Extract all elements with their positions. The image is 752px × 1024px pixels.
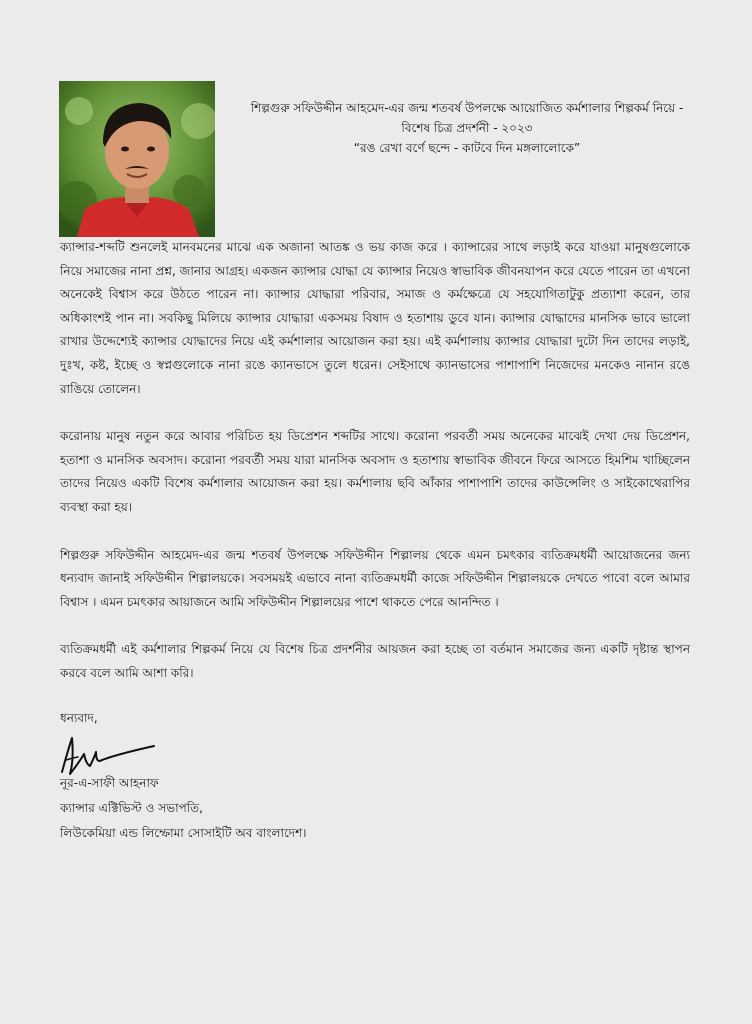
header-line-1: শিল্পগুরু সফিউদ্দীন আহমেদ-এর জন্ম শতবর্ষ উপলক্ষে আয়োজিত কর্মশালার শিল্পকর্ম নিয়ে - [250,101,684,115]
paragraph-3: শিল্পগুরু সফিউদ্দীন আহমেদ-এর জন্ম শতবর্ষ উপলক্ষে সফিউদ্দীন শিল্পালয় থেকে এমন চমৎকার ব্যতিক্রমধর্মী আয়োজনের জন্য ধন্যবাদ জানাই সফিউদ্দীন শিল্পালয়কে। সবসময়ই এভাবে নানা ব্যতিক্রমধর্মী কাজে সফিউদ্দীন শিল্পালয়কে দেখতে পাবো বলে আমার বিশ্বাস । এমন চমৎকার আয়াজনে আমি সফিউদ্দীন শিল্পালয়ের পাশে থাকতে পেরে আনন্দিত । [60,547,690,609]
paragraph-4: ব্যতিক্রমধর্মী এই কর্মশালার শিল্পকর্ম নিয়ে যে বিশেষ চিত্র প্রদর্শনীর আয়জন করা হচ্ছে তা বর্তমান সমাজের জন্য একটি দৃষ্টান্ত স্থাপন করবে বলে আমি আশা করি। [60,642,690,680]
signer-block [60,771,306,846]
paragraph-1: ক্যান্সার-শব্দটি শুনলেই মানবমনের মাঝে এক অজানা আতঙ্ক ও ভয় কাজ করে । ক্যান্সারের সাথে লড়াই করে যাওয়া মানুষগুলোকে নিয়ে সমাজের নানা প্রশ্ন, জানার আগ্রহ। একজন ক্যান্সার যোদ্ধা যে ক্যান্সার নিয়েও স্বাভাবিক জীবনযাপন করে যেতে পারেন তা এখনো অনেকেই বিশ্বাস করে উঠতে পারেন না। ক্যান্সার যোদ্ধারা পরিবার, সমাজ ও কর্মক্ষেত্রে যে সহযোগিতাটুকু প্রত্যাশা করেন, তার অধিকাংশই পান না। সবকিছু মিলিয়ে ক্যান্সার যোদ্ধারা একসময় বিষাদ ও হতাশায় ডুবে যান। ক্যান্সার যোদ্ধাদের মানসিক ভাবে ভালো রাখার উদ্দেশ্যেই ক্যান্সার যোদ্ধাদের নিয়ে এই কর্মশালার আয়োজন করা হয়। এই কর্মশালায় ক্যান্সার যোদ্ধারা দুটো দিন তাদের লড়াই, দুঃখ, কষ্ট, ইচ্ছে ও স্বপ্নগুলোকে নানা রঙে ক্যানভাসে তুলে ধরেন। সেইসাথে ক্যানভাসের পাশাপাশি নিজেদের মনকেও নানান রঙে রাঙিয়ে তোলেন। [60,240,690,396]
paragraph-2: করোনায় মানুষ নতুন করে আবার পরিচিত হয় ডিপ্রেশন শব্দটির সাথে। করোনা পরবর্তী সময় অনেকের মাঝেই দেখা দেয় ডিপ্রেশন, হতাশা ও মানসিক অবসাদ। করোনা পরবর্তী সময় যারা মানসিক অবসাদ ও হতাশায় স্বাভাবিক জীবনে ফিরে আসতে হিমশিম খাচ্ছিলেন তাদের নিয়েও একটি বিশেষ কর্মশালার আয়োজন করা হয়। কর্মশালায় ছবি আঁকার পাশাপাশি তাদের কাউন্সেলিং ও সাইকোথেরাপির ব্যবস্থা করা হয়। [60,429,690,514]
signer-organization: লিউকেমিয়া এন্ড লিম্ফোমা সোসাইটি অব বাংলাদেশ। [60,826,307,840]
signer-title: ক্যান্সার এক্টিভিস্ট ও সভাপতি, [60,801,203,815]
portrait-photo [59,81,215,237]
closing-text: ধন্যবাদ, [60,711,98,725]
header-line-2: বিশেষ চিত্র প্রদর্শনী - ২০২৩ [401,121,533,135]
letter-body [60,236,690,710]
signer-name: নূর-এ-সাফী আহনাফ [60,776,159,790]
header-line-3: “রঙ রেখা বর্ণে ছন্দে - কাটবে দিন মঙ্গলালোকে” [353,141,581,155]
exhibition-header [222,98,712,158]
portrait-illustration [59,81,215,237]
